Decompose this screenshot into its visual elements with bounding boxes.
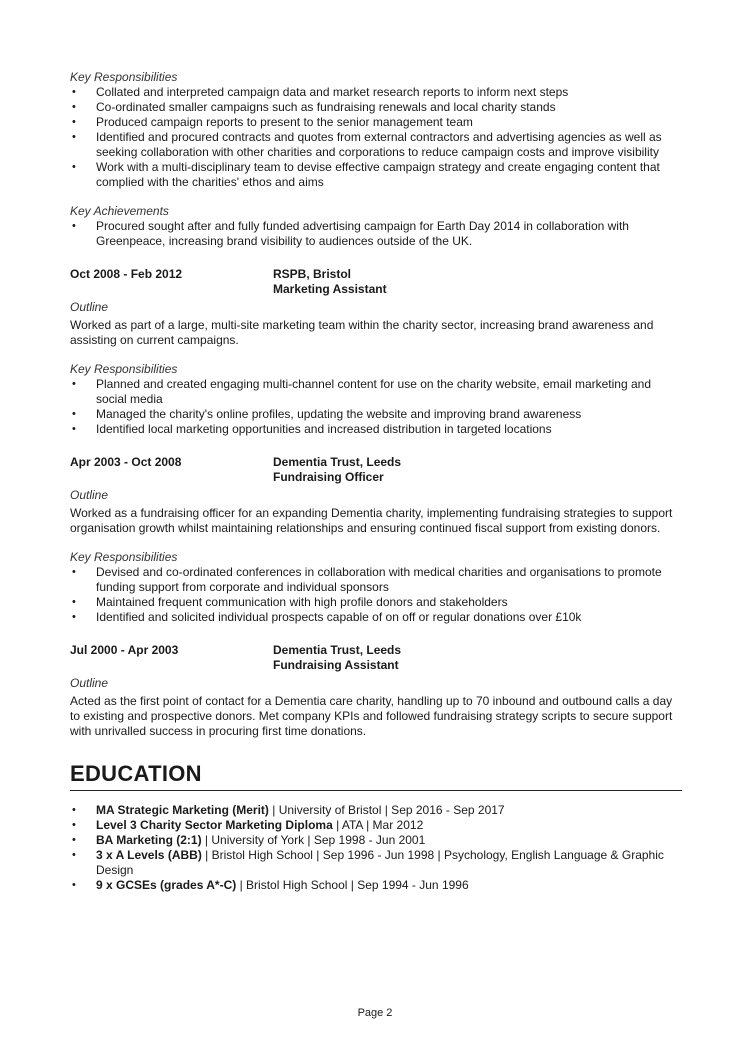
outline-label: Outline xyxy=(70,488,109,502)
job-role: Fundraising Officer xyxy=(273,470,384,484)
job-dates: Apr 2003 - Oct 2008 xyxy=(70,455,182,469)
qualification: 3 x A Levels (ABB) xyxy=(96,848,202,862)
job-employer: Dementia Trust, Leeds xyxy=(273,643,402,657)
resume-page xyxy=(70,70,682,893)
list-item: • Identified and solicited individual prospects capable of on off or regular donations over £10k xyxy=(70,610,682,625)
list-item: • Identified local marketing opportunities and increased distribution in targeted locations xyxy=(70,422,682,437)
responsibilities-label: Key Responsibilities xyxy=(70,70,178,84)
job-employer: Dementia Trust, Leeds xyxy=(273,455,402,469)
job-header xyxy=(70,643,682,673)
job-employer: RSPB, Bristol xyxy=(273,267,352,281)
list-item xyxy=(70,848,682,878)
list-item: • Work with a multi-disciplinary team to devise effective campaign strategy and create engaging content that complied with the charities' ethos and aims xyxy=(70,160,682,190)
job-role: Marketing Assistant xyxy=(273,282,387,296)
list-item xyxy=(70,833,682,848)
responsibilities-list xyxy=(70,377,682,437)
qualification: 9 x GCSEs (grades A*-C) xyxy=(96,878,237,892)
outline-text: Acted as the first point of contact for a Dementia care charity, handling up to 70 inbound and outbound calls a day to existing and prospective donors. Met company KPIs and followed fundraising strategy scripts to secure support with unrivalled success in procuring first time donations. xyxy=(70,694,673,738)
list-item: • Maintained frequent communication with high profile donors and stakeholders xyxy=(70,595,682,610)
responsibilities-label: Key Responsibilities xyxy=(70,550,178,564)
job-employer-block xyxy=(273,455,401,485)
job-header xyxy=(70,267,682,297)
responsibilities-label: Key Responsibilities xyxy=(70,362,178,376)
list-item: • Planned and created engaging multi-channel content for use on the charity website, email marketing and social media xyxy=(70,377,682,407)
list-item xyxy=(70,818,682,833)
list-item xyxy=(70,878,682,893)
list-item: • Co-ordinated smaller campaigns such as fundraising renewals and local charity stands xyxy=(70,100,682,115)
list-item: • Produced campaign reports to present to the senior management team xyxy=(70,115,682,130)
education-list xyxy=(70,803,682,893)
list-item: • Procured sought after and fully funded advertising campaign for Earth Day 2014 in collaboration with Greenpeace, increasing brand visibility to audiences outside of the UK. xyxy=(70,219,682,249)
list-item xyxy=(70,803,682,818)
qualification-details: | ATA | Mar 2012 xyxy=(332,818,424,832)
job-employer-block xyxy=(273,267,387,297)
page-number: Page 2 xyxy=(357,1007,393,1019)
education-heading: EDUCATION xyxy=(70,761,682,791)
responsibilities-list xyxy=(70,565,682,625)
achievements-label: Key Achievements xyxy=(70,204,169,218)
qualification-details: | University of Bristol | Sep 2016 - Sep 2017 xyxy=(268,803,505,817)
responsibilities-list xyxy=(70,85,682,190)
job-header xyxy=(70,455,682,485)
qualification-details: | Bristol High School | Sep 1994 - Jun 1996 xyxy=(236,878,469,892)
outline-label: Outline xyxy=(70,676,109,690)
job-role: Fundraising Assistant xyxy=(273,658,399,672)
outline-text: Worked as part of a large, multi-site marketing team within the charity sector, increasing brand awareness and assisting on current campaigns. xyxy=(70,318,654,347)
qualification: BA Marketing (2:1) xyxy=(96,833,202,847)
list-item: • Collated and interpreted campaign data and market research reports to inform next steps xyxy=(70,85,682,100)
job-dates: Jul 2000 - Apr 2003 xyxy=(70,643,179,657)
qualification: Level 3 Charity Sector Marketing Diploma xyxy=(96,818,333,832)
qualification-details: | University of York | Sep 1998 - Jun 2001 xyxy=(201,833,426,847)
list-item: • Devised and co-ordinated conferences in collaboration with medical charities and organisations to promote funding support from corporate and individual sponsors xyxy=(70,565,682,595)
list-item: • Managed the charity's online profiles, updating the website and improving brand awareness xyxy=(70,407,682,422)
job-dates: Oct 2008 - Feb 2012 xyxy=(70,267,183,281)
job-employer-block xyxy=(273,643,401,673)
achievements-list xyxy=(70,219,682,249)
outline-label: Outline xyxy=(70,300,109,314)
qualification: MA Strategic Marketing (Merit) xyxy=(96,803,269,817)
outline-text: Worked as a fundraising officer for an expanding Dementia charity, implementing fundraising strategies to support organisation growth whilst maintaining relationships and ensuring continued fiscal support from existing donors. xyxy=(70,506,673,535)
qualification-details: | Bristol High School | Sep 1996 - Jun 1998 | Psychology, English Language & Graphic Design xyxy=(96,848,664,877)
list-item: • Identified and procured contracts and quotes from external contractors and advertising agencies as well as seeking collaboration with other charities and corporations to reduce campaign costs and improve visibility xyxy=(70,130,682,160)
